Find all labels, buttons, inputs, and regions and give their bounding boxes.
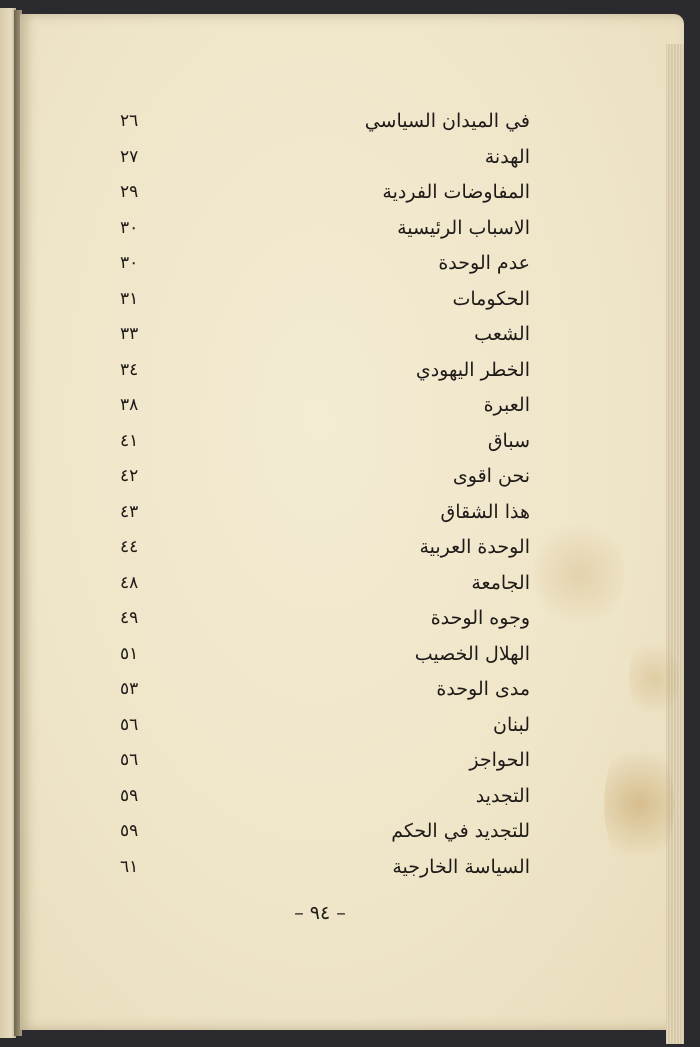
toc-entry (100, 674, 540, 710)
toc-entry-page: ٦١ (120, 856, 139, 877)
toc-entry (100, 781, 540, 817)
toc-entry-title: الشعب (474, 323, 530, 345)
toc-entry-page: ٤٣ (120, 501, 139, 522)
toc-entry-page: ٤٤ (120, 537, 139, 557)
page-number: – ٩٤ – (294, 902, 346, 924)
toc-entry-page: ٣٨ (120, 395, 139, 415)
toc-entry-title: مدى الوحدة (436, 678, 530, 700)
toc-entry-title: للتجديد في الحكم (391, 820, 530, 842)
toc-entry (100, 816, 540, 852)
toc-entry (100, 710, 540, 746)
toc-entry-page: ٢٧ (120, 146, 139, 167)
toc-entry-page: ٣٠ (120, 253, 139, 273)
paper-stain (629, 634, 679, 724)
toc-entry-page: ٢٦ (120, 111, 139, 131)
toc-entry (100, 355, 540, 391)
toc-entry (100, 390, 540, 426)
toc-entry (100, 177, 540, 213)
toc-entry (100, 568, 540, 604)
toc-entry-title: في الميدان السياسي (364, 110, 530, 132)
toc-entry-title: الاسباب الرئيسية (397, 216, 530, 239)
toc-entry-page: ٣١ (120, 288, 139, 309)
toc-entry-page: ٥٩ (120, 821, 139, 841)
toc-entry-page: ٥٦ (120, 714, 139, 735)
toc-entry (100, 106, 540, 142)
toc-entry (100, 497, 540, 533)
toc-entry-page: ٤٨ (120, 572, 139, 593)
toc-entry-page: ٥٣ (120, 679, 139, 699)
toc-entry-title: نحن اقوى (452, 465, 530, 487)
toc-entry-title: الوحدة العربية (419, 536, 530, 558)
toc-entry (100, 426, 540, 462)
paper-stain (534, 514, 624, 634)
toc-entry (100, 852, 540, 888)
toc-entry (100, 603, 540, 639)
toc-entry-page: ٣٤ (120, 359, 139, 380)
toc-entry (100, 461, 540, 497)
toc-entry-title: الحواجز (469, 749, 530, 771)
toc-entry-title: الهلال الخصيب (414, 642, 530, 665)
toc-entry-page: ٣٠ (120, 217, 139, 238)
toc-entry (100, 248, 540, 284)
toc-entry-title: التجديد (475, 784, 530, 807)
toc-entry (100, 284, 540, 320)
toc-entry-title: الخطر اليهودي (415, 358, 530, 381)
toc-entry-page: ٤٩ (120, 608, 139, 628)
toc-entry-page: ٥١ (120, 643, 139, 664)
toc-entry-page: ٢٩ (120, 182, 139, 202)
table-of-contents (100, 106, 540, 887)
toc-entry-title: الهدنة (484, 145, 530, 168)
toc-entry-title: سباق (487, 429, 530, 452)
toc-entry-title: عدم الوحدة (438, 252, 530, 274)
toc-entry (100, 532, 540, 568)
toc-entry (100, 639, 540, 675)
page-stack-edge (666, 44, 684, 1044)
paper-stain (604, 734, 674, 874)
toc-entry-page: ٤٢ (120, 466, 139, 486)
toc-entry (100, 319, 540, 355)
toc-entry (100, 142, 540, 178)
toc-entry (100, 745, 540, 781)
toc-entry-page: ٥٦ (120, 750, 139, 770)
toc-entry-title: الجامعة (471, 571, 530, 594)
toc-entry-title: لبنان (493, 713, 530, 736)
toc-entry-title: السياسة الخارجية (392, 855, 530, 878)
toc-entry-title: هذا الشقاق (440, 500, 530, 523)
toc-entry-title: المفاوضات الفردية (382, 181, 530, 203)
toc-entry-page: ٥٩ (120, 785, 139, 806)
toc-entry-title: وجوه الوحدة (430, 607, 530, 629)
toc-entry-title: الحكومات (452, 287, 530, 310)
toc-entry-page: ٤١ (120, 430, 139, 451)
toc-entry (100, 213, 540, 249)
toc-entry-page: ٣٣ (120, 324, 139, 344)
toc-entry-title: العبرة (483, 394, 530, 416)
